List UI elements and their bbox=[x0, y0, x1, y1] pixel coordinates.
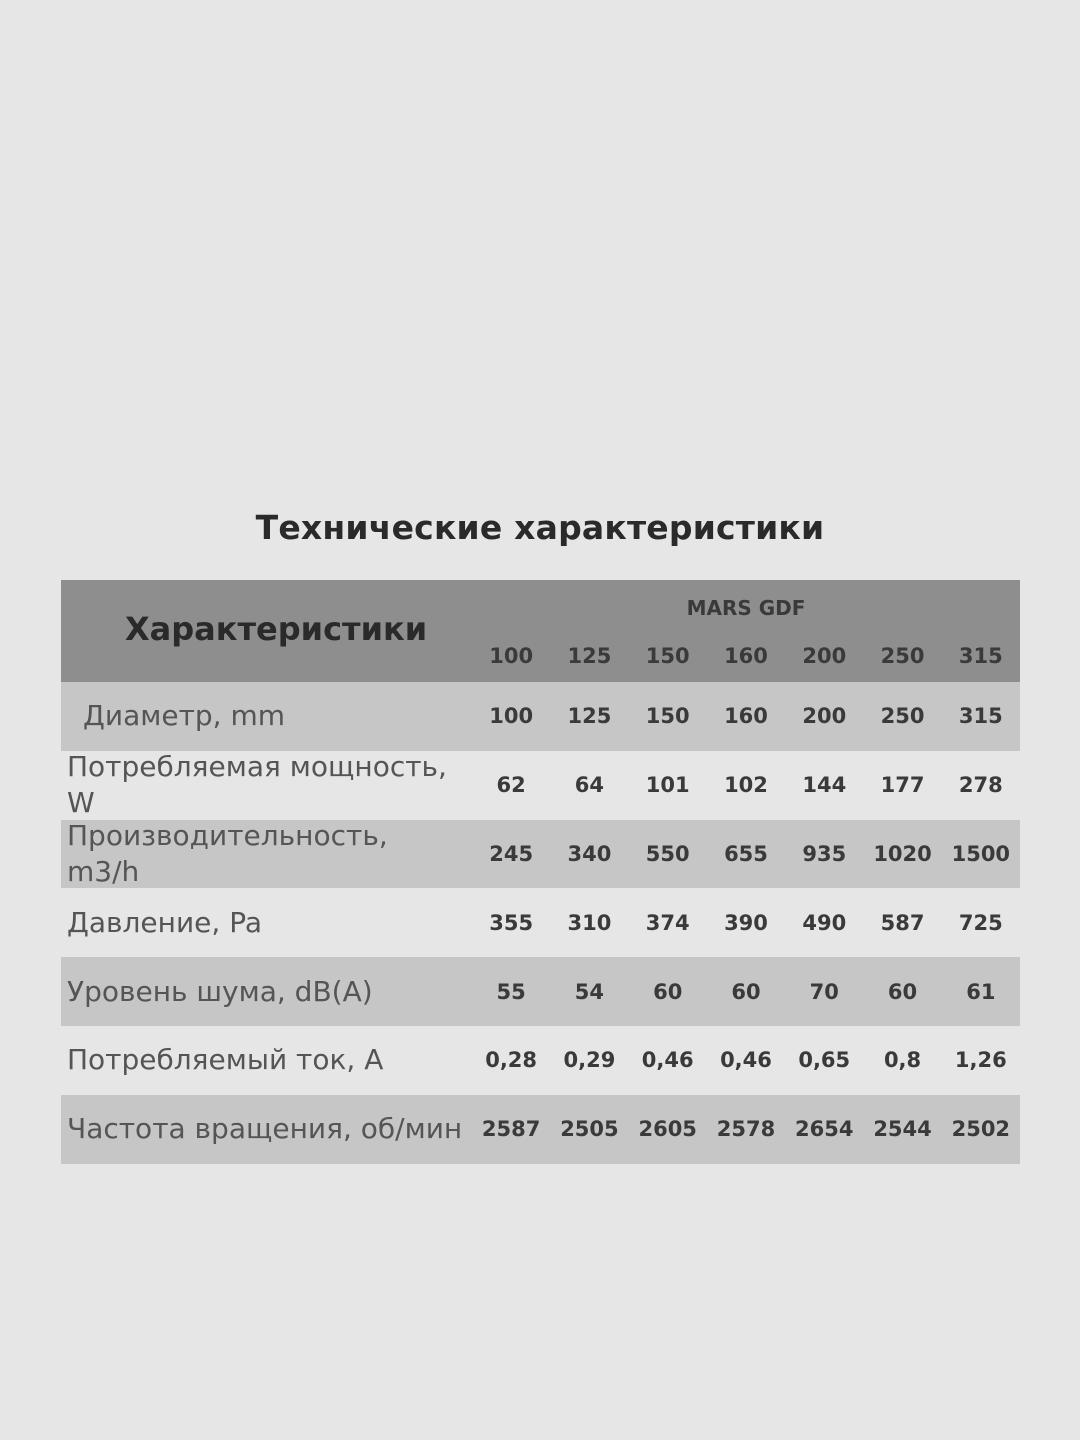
row-label: Потребляемая мощность, W bbox=[67, 750, 447, 820]
value-cell: 490 bbox=[802, 910, 847, 935]
value-cell: 0,28 bbox=[485, 1048, 538, 1073]
value-cell: 550 bbox=[645, 841, 690, 866]
value-cell: 60 bbox=[887, 979, 918, 1004]
value-cell: 935 bbox=[802, 841, 847, 866]
value-cell: 1500 bbox=[951, 841, 1011, 866]
table-header bbox=[61, 580, 1020, 682]
table-row bbox=[61, 888, 1020, 957]
header-size-cell: 315 bbox=[958, 644, 1003, 668]
value-cell: 54 bbox=[574, 979, 605, 1004]
value-cell: 245 bbox=[489, 841, 534, 866]
value-cell: 2505 bbox=[560, 1117, 619, 1142]
value-cell: 2502 bbox=[951, 1117, 1011, 1142]
row-values bbox=[472, 773, 1020, 797]
value-cell: 390 bbox=[724, 910, 768, 935]
header-size-cell: 125 bbox=[567, 644, 612, 668]
row-label: Уровень шума, dB(A) bbox=[67, 974, 373, 1008]
header-size-cell: 200 bbox=[802, 644, 847, 668]
value-cell: 55 bbox=[496, 979, 526, 1004]
value-cell: 1020 bbox=[873, 841, 932, 866]
row-values bbox=[472, 911, 1020, 935]
header-sizes bbox=[472, 644, 1020, 668]
table-row bbox=[61, 1026, 1020, 1095]
row-values bbox=[472, 704, 1020, 728]
value-cell: 102 bbox=[724, 773, 768, 798]
value-cell: 340 bbox=[567, 841, 612, 866]
value-cell: 250 bbox=[880, 704, 925, 729]
header-size-cell: 150 bbox=[645, 644, 690, 668]
value-cell: 0,8 bbox=[883, 1048, 922, 1073]
value-cell: 587 bbox=[880, 910, 925, 935]
value-cell: 177 bbox=[880, 773, 925, 798]
row-label: Производительность, m3/h bbox=[67, 818, 388, 888]
value-cell: 60 bbox=[653, 979, 683, 1004]
value-cell: 150 bbox=[645, 704, 690, 729]
value-cell: 2578 bbox=[716, 1117, 776, 1142]
value-cell: 374 bbox=[645, 910, 690, 935]
value-cell: 60 bbox=[731, 979, 761, 1004]
value-cell: 0,46 bbox=[641, 1048, 694, 1073]
row-label: Частота вращения, об/мин bbox=[67, 1112, 463, 1146]
value-cell: 2544 bbox=[873, 1117, 932, 1142]
value-cell: 655 bbox=[724, 841, 768, 866]
value-cell: 0,46 bbox=[720, 1048, 772, 1073]
row-values bbox=[472, 1117, 1020, 1141]
value-cell: 278 bbox=[958, 773, 1003, 798]
value-cell: 2587 bbox=[481, 1117, 541, 1142]
model-name: MARS GDF bbox=[686, 596, 806, 620]
page-title: Технические характеристики bbox=[255, 508, 825, 547]
value-cell: 725 bbox=[958, 910, 1003, 935]
value-cell: 2654 bbox=[795, 1117, 854, 1142]
header-label: Характеристики bbox=[125, 610, 428, 648]
value-cell: 200 bbox=[802, 704, 847, 729]
value-cell: 101 bbox=[645, 773, 690, 798]
value-cell: 64 bbox=[574, 773, 605, 798]
row-values bbox=[472, 1048, 1020, 1072]
spec-table bbox=[61, 580, 1020, 1164]
row-label: Давление, Pa bbox=[67, 905, 262, 939]
value-cell: 0,29 bbox=[563, 1048, 616, 1073]
header-size-cell: 250 bbox=[880, 644, 925, 668]
value-cell: 0,65 bbox=[798, 1048, 851, 1073]
value-cell: 61 bbox=[966, 979, 996, 1004]
table-row bbox=[61, 957, 1020, 1026]
table-row bbox=[61, 1095, 1020, 1164]
row-values bbox=[472, 980, 1020, 1004]
value-cell: 62 bbox=[496, 773, 526, 798]
row-label: Потребляемый ток, А bbox=[67, 1043, 384, 1077]
row-label: Диаметр, mm bbox=[83, 699, 286, 733]
value-cell: 1,26 bbox=[954, 1048, 1007, 1073]
value-cell: 160 bbox=[724, 704, 768, 729]
header-size-cell: 100 bbox=[489, 644, 534, 668]
value-cell: 100 bbox=[489, 704, 534, 729]
value-cell: 310 bbox=[567, 910, 612, 935]
value-cell: 144 bbox=[802, 773, 847, 798]
value-cell: 315 bbox=[958, 704, 1003, 729]
value-cell: 125 bbox=[567, 704, 612, 729]
table-row bbox=[61, 820, 1020, 889]
header-size-cell: 160 bbox=[724, 644, 768, 668]
value-cell: 70 bbox=[809, 979, 839, 1004]
table-row bbox=[61, 682, 1020, 751]
table-row bbox=[61, 751, 1020, 820]
value-cell: 355 bbox=[489, 910, 534, 935]
row-values bbox=[472, 842, 1020, 866]
value-cell: 2605 bbox=[638, 1117, 697, 1142]
